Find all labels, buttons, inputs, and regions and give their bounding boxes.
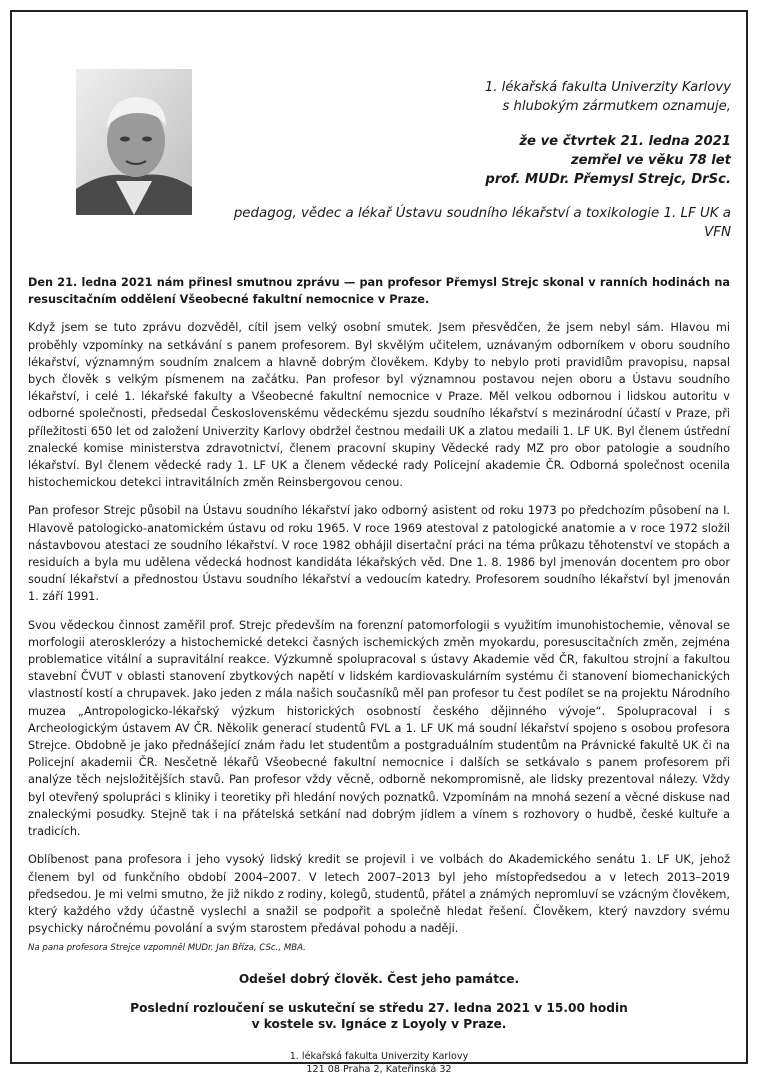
announcement-name: prof. MUDr. Přemysl Strejc, DrSc.: [485, 172, 731, 187]
obituary-text: [28, 274, 730, 1076]
announcement-date: že ve čtvrtek 21. ledna 2021: [519, 134, 731, 149]
announcement-faculty: 1. lékařská fakulta Univerzity Karlovy: [484, 80, 731, 95]
closing: [28, 971, 730, 1033]
author-note: Na pana profesora Strejce vzpomněl MUDr. Jan Bříza, CSc., MBA.: [28, 943, 306, 954]
paragraph-2: Pan profesor Strejc působil na Ústavu soudního lékařství jako odborný asistent od roku 1973 po předchozím působení na I. Hlavově patologicko-anatomickém ústavu od roku 1965. V roce 1969 atestoval z patologické anatomie a v roce 1972 složil nástavbovou atestaci ze soudního lékařství. V roce 1982 obhájil disertační práci na téma průkazu těhotenství ve stopách a residuích a byla mu udělena vědecká hodnost kandidáta lékařských věd. Dne 1. 8. 1986 byl jmenován docentem pro obor soudní lékařství a přednostou Ústavu soudního lékařství a vedoucím katedry. Profesorem soudního lékařství byl jmenován 1. září 1991.: [28, 504, 730, 604]
paragraph-1: Když jsem se tuto zprávu dozvěděl, cítil jsem velký osobní smutek. Jsem přesvědčen, že jsem nebyl sám. Hlavou mi proběhly vzpomínky na setkávání s panem profesorem. Byl skvělým učitelem, uznávaným odborníkem v oboru soudního lékařství, významným soudním znalcem a hlavně dobrým člověkem. Kdyby to nebylo proti pravidlům pravopisu, napsal bych člověk s velkým písmenem na začátku. Pan profesor byl významnou postavou nejen oboru a Ústavu soudního lékařství, i celé 1. lékařské fakulty a Všeobecné fakultní nemocnice v Praze. Měl velkou odbornou i lidskou autoritu v odborné společnosti, předsedal Československému vědeckému sjezdu soudního lékařství s mezinárodní účastí v Praze, při příležitosti 650 let od založení Univerzity Karlovy obdržel čestnou medaili UK a zlatou medaili 1. LF UK. Byl členem ústřední znalecké komise ministerstva zdravotnictví, členem pracovní skupiny Vědecké rady MZ pro obor patologie a soudního lékařství. Byl členem vědecké rady 1. LF UK a členem vědecké rady Policejní akademie ČR. Odborná společnost ocenila histochemickou detekci intravitálních změn Reinsbergovou cenou.: [28, 321, 730, 490]
lead-paragraph: Den 21. ledna 2021 nám přinesl smutnou zprávu — pan profesor Přemysl Strejc skonal v ranních hodinách na resuscitačním oddělení Všeobecné fakultní nemocnice v Praze.: [28, 276, 730, 307]
announcement-age: zemřel ve věku 78 let: [570, 153, 731, 168]
paragraph-4: Oblíbenost pana profesora i jeho vysoký lidský kredit se projevil i ve volbách do Akademického senátu 1. LF UK, jehož členem byl od funkčního období 2004–2007. V letech 2007–2013 byl jeho místopředsedou a v letech 2013–2019 předsedou. Je mi velmi smutno, že již nikdo z rodiny, kolegů, studentů, přátel a známých nepromluví se vzácným člověkem, který každého vždy účastně vyslechl a snažil se podpořit a společně hledat řešení. Člověkem, který navzdory svému psychicky náročnému povolání a svým starostem předával pohodu a naději.: [28, 853, 730, 936]
portrait-photo: [76, 69, 192, 215]
footer-street: 121 08 Praha 2, Kateřinská 32: [306, 1063, 452, 1075]
closing-funeral-place: v kostele sv. Ignáce z Loyoly v Praze.: [251, 1017, 507, 1032]
announcement-role: pedagog, vědec a lékař Ústavu soudního lékařství a toxikologie 1. LF UK a VFN: [233, 206, 731, 240]
announcement: [211, 78, 731, 242]
closing-tribute: Odešel dobrý člověk. Čest jeho památce.: [238, 972, 520, 987]
closing-funeral-date: Poslední rozloučení se uskuteční se středu 27. ledna 2021 v 15.00 hodin: [130, 1000, 628, 1015]
footer-faculty: 1. lékařská fakulta Univerzity Karlovy: [289, 1050, 469, 1062]
announcement-intro: s hlubokým zármutkem oznamuje,: [502, 99, 731, 114]
paragraph-3: Svou vědeckou činnost zaměřil prof. Strejc především na forenzní patomorfologii s využitím imunohistochemie, věnoval se morfologii aterosklerózy a histochemické detekci časných ischemických změn myokardu, poresuscitačních změn, zejména problematice vitální a supravitální reakce. Výzkumně spolupracoval s ústavy Akademie věd ČR, fakultou strojní a fakultou stavební ČVUT v oblasti stanovení zbytkových napětí v lidském kardiovaskulárním systému či stanovení biomechanických vlastností kostí a chrupavek. Jako jeden z mála našich současníků měl pan profesor tu čest podílet se na projektu Národního muzea „Antropologicko-lékařský výzkum historických osobností českého dějinného vývoje“. Spolupracoval i s Archeologickým ústavem AV ČR. Několik generací studentů FVL a 1. LF UK má soudní lékařství spojeno s osobou profesora Strejce. Obdobně je jako přednášející znám řadu let studentům a postgraduálním studentům na Právnické fakultě UK či na Policejní akademii ČR. Nesčetně lékařů Všeobecné fakultní nemocnice i dalších se setkávalo s panem profesorem při analýze těch nejsložitějších stavů. Pan profesor vždy věcně, odborně nekompromisně, ale lidsky prezentoval nálezy. Vždy byl otevřený spolupráci s kliniky i teoretiky při hledání nových poznatků. Vzpomínám na mnohá sezení a věcné diskuse nad znaleckými posudky. Stejně tak i na přátelská setkání nad dobrým jídlem a vínem s rozhovory o hudbě, české kultuře a tradicích.: [28, 618, 730, 839]
footer-address: [28, 1050, 730, 1076]
